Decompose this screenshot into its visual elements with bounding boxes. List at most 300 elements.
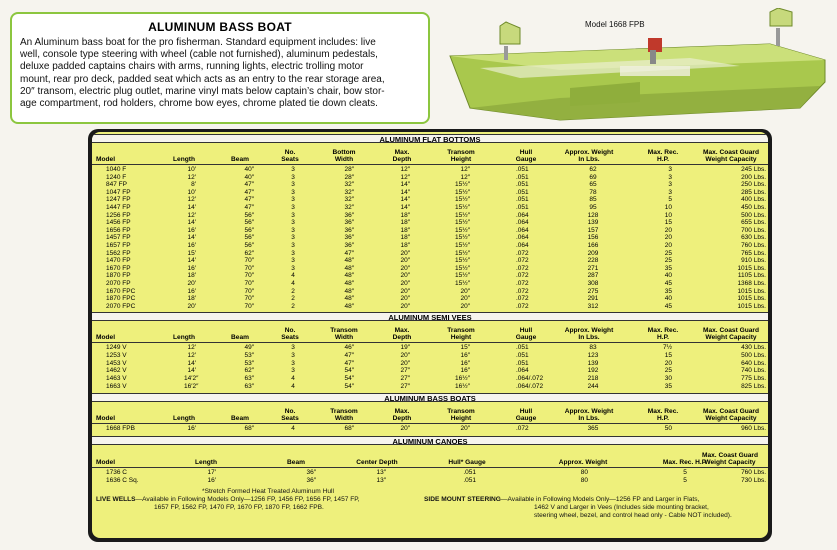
table-cell: 1870 FPC <box>106 295 136 303</box>
table-cell: .064/.072 <box>516 383 544 390</box>
table-cell: 15½″ <box>455 211 470 219</box>
table-cell: 156 <box>587 234 599 242</box>
table-cell: 630 Lbs. <box>741 234 766 242</box>
column-header: Hull Gauge <box>515 149 537 163</box>
table-cell: 20″ <box>400 295 410 303</box>
table-cell: 3 <box>668 181 672 189</box>
table-cell: 16½″ <box>455 375 470 383</box>
table-row <box>92 360 768 368</box>
table-cell: 20 <box>664 226 672 234</box>
table-cell: 20″ <box>400 272 410 280</box>
table-row <box>92 174 768 182</box>
table-cell: 157 <box>587 226 599 234</box>
table-row <box>92 375 768 383</box>
flat-bottoms-title: ALUMINUM FLAT BOTTOMS <box>92 134 768 143</box>
column-header: Model <box>96 334 116 341</box>
table-cell: 15½″ <box>455 226 470 234</box>
specifications-table <box>92 132 768 538</box>
table-row <box>92 280 768 288</box>
column-header: Hull* Gauge <box>448 459 486 466</box>
table-cell: 28″ <box>344 166 354 173</box>
table-cell: 20″ <box>400 280 410 287</box>
table-cell: 1453 V <box>106 359 127 367</box>
column-header: No. Seats <box>281 327 299 341</box>
table-cell: 1015 Lbs. <box>737 302 766 310</box>
table-cell: .051 <box>516 173 529 181</box>
table-row <box>92 469 768 477</box>
table-cell: 250 Lbs. <box>741 181 766 189</box>
table-cell: .072 <box>516 264 529 272</box>
table-cell: 960 Lbs. <box>741 425 766 432</box>
column-header: No. Seats <box>281 149 299 163</box>
table-cell: 54″ <box>344 375 354 383</box>
table-cell: 3 <box>291 188 295 196</box>
table-cell: 128 <box>587 211 599 219</box>
table-cell: 15 <box>664 219 672 227</box>
table-cell: 47″ <box>344 351 354 359</box>
column-header: Approx. Weight In Lbs. <box>564 327 614 341</box>
table-row <box>92 257 768 265</box>
table-cell: 20″ <box>460 287 470 295</box>
column-header: Approx. Weight In Lbs. <box>564 149 614 163</box>
table-cell: 760 Lbs. <box>741 469 766 476</box>
table-cell: 12″ <box>460 173 470 181</box>
table-row <box>92 352 768 360</box>
table-cell: 847 FP <box>106 181 127 189</box>
table-cell: 1253 V <box>106 351 127 359</box>
table-cell: .051 <box>516 204 529 211</box>
table-cell: 15½″ <box>455 257 470 265</box>
table-cell: 15½″ <box>455 219 470 227</box>
table-row <box>92 295 768 303</box>
table-cell: 15½″ <box>455 196 470 204</box>
table-row <box>92 212 768 220</box>
table-cell: .064 <box>516 211 529 219</box>
table-cell: 3 <box>291 344 295 351</box>
table-cell: .064/.072 <box>516 375 544 383</box>
table-cell: 53″ <box>244 351 254 359</box>
table-cell: .051 <box>516 166 529 173</box>
table-cell: 655 Lbs. <box>741 219 766 227</box>
column-header: Transom Height <box>447 149 475 163</box>
table-cell: 83 <box>589 344 597 351</box>
table-cell: 4 <box>291 375 295 383</box>
table-cell: 62″ <box>244 367 254 375</box>
table-cell: 1256 FP <box>106 211 131 219</box>
table-cell: 1462 V <box>106 367 127 375</box>
table-cell: 47″ <box>244 196 254 204</box>
bass-boats-title: ALUMINUM BASS BOATS <box>92 393 768 402</box>
table-cell: 13″ <box>376 469 386 476</box>
boat-caption: Model 1668 FPB <box>585 20 645 29</box>
table-cell: 47″ <box>244 181 254 189</box>
table-cell: 14′ <box>187 367 196 375</box>
column-header: Hull Gauge <box>515 327 537 341</box>
table-cell: 14′ <box>187 204 196 211</box>
table-cell: 5 <box>683 477 687 484</box>
table-cell: 12′ <box>187 344 196 351</box>
table-row <box>92 367 768 375</box>
table-cell: 3 <box>291 211 295 219</box>
table-cell: 20″ <box>460 302 470 310</box>
table-cell: 78 <box>589 188 597 196</box>
table-cell: 16′ <box>187 264 196 272</box>
table-cell: 18′ <box>187 295 196 303</box>
column-header: Approx. Weight In Lbs. <box>564 408 614 422</box>
table-cell: 12′ <box>187 211 196 219</box>
canoes-header <box>92 448 768 468</box>
table-cell: 20′ <box>187 302 196 310</box>
table-cell: 35 <box>664 264 672 272</box>
table-cell: 18″ <box>400 234 410 242</box>
table-cell: 1368 Lbs. <box>737 280 766 287</box>
table-cell: 15½″ <box>455 242 470 249</box>
table-cell: 209 <box>587 249 599 257</box>
column-header: Max. Coast Guard Weight Capacity <box>702 149 760 163</box>
table-row <box>92 166 768 174</box>
table-cell: 20′ <box>187 280 196 287</box>
table-cell: 68″ <box>244 425 254 432</box>
column-header: Beam <box>231 156 249 163</box>
semi-vees-header <box>92 323 768 343</box>
column-header: Length <box>173 415 195 422</box>
table-cell: 285 Lbs. <box>741 188 766 196</box>
table-cell: 3 <box>291 181 295 189</box>
table-cell: 17′ <box>207 469 216 476</box>
table-cell: 15″ <box>460 344 470 351</box>
column-header: Transom Height <box>447 327 475 341</box>
table-cell: 27″ <box>400 383 410 390</box>
column-header: Max. Coast Guard Weight Capacity <box>702 408 760 422</box>
table-cell: 15½″ <box>455 188 470 196</box>
column-header: Hull Gauge <box>515 408 537 422</box>
table-cell: 15½″ <box>455 234 470 242</box>
table-cell: 20″ <box>400 249 410 257</box>
table-cell: 3 <box>291 166 295 173</box>
column-header: Length <box>173 156 195 163</box>
table-cell: .072 <box>516 287 529 295</box>
table-cell: 1656 FP <box>106 226 131 234</box>
table-cell: .051 <box>516 181 529 189</box>
table-cell: 16″ <box>460 359 470 367</box>
table-cell: .064 <box>516 226 529 234</box>
table-cell: 56″ <box>244 242 254 249</box>
table-cell: 1463 V <box>106 375 127 383</box>
live-wells-note <box>96 496 456 512</box>
table-cell: 760 Lbs. <box>741 242 766 249</box>
table-cell: 200 Lbs. <box>741 173 766 181</box>
table-cell: 12″ <box>460 166 470 173</box>
table-cell: 825 Lbs. <box>741 383 766 390</box>
table-cell: 80 <box>580 469 588 476</box>
table-cell: 14′ <box>187 359 196 367</box>
column-header: Bottom Width <box>332 149 356 163</box>
table-cell: 3 <box>291 196 295 204</box>
table-cell: 54″ <box>344 383 354 390</box>
column-header: Max. Coast Guard Weight Capacity <box>702 327 760 341</box>
table-cell: 53″ <box>244 359 254 367</box>
table-row <box>92 265 768 273</box>
side-mount-steering-text: 1462 V and Larger in Vees (Includes side mounting bracket, <box>534 504 709 511</box>
table-cell: 47″ <box>244 188 254 196</box>
table-cell: 36″ <box>344 234 354 242</box>
table-cell: 15½″ <box>455 249 470 257</box>
table-cell: 35 <box>664 383 672 390</box>
table-row <box>92 196 768 204</box>
table-cell: .072 <box>516 257 529 265</box>
table-row <box>92 234 768 242</box>
table-cell: 48″ <box>344 287 354 295</box>
bass-boat-illustration <box>440 8 830 126</box>
table-cell: 1670 FP <box>106 264 131 272</box>
table-cell: 27″ <box>400 375 410 383</box>
header-divider <box>92 423 768 424</box>
table-cell: 1240 F <box>106 173 127 181</box>
table-cell: 45 <box>664 302 672 310</box>
table-cell: 70″ <box>244 302 254 310</box>
table-cell: 2070 FPC <box>106 302 136 310</box>
table-cell: 3 <box>291 249 295 257</box>
table-cell: 20″ <box>400 425 410 432</box>
intro-title: ALUMINUM BASS BOAT <box>148 20 292 34</box>
column-header: Model <box>96 459 116 466</box>
table-cell: 14′ <box>187 257 196 265</box>
table-cell: 3 <box>291 234 295 242</box>
table-cell: 2 <box>291 287 295 295</box>
table-cell: 218 <box>587 375 599 383</box>
table-cell: 166 <box>587 242 599 249</box>
intro-line: 20″ transom, electric plug outlet, marine vinyl mats below captain’s chair, bow stor- <box>20 85 385 97</box>
table-cell: 1247 FP <box>106 196 131 204</box>
side-mount-steering-text: steering wheel, bezel, and control head only - Cable NOT included). <box>534 512 732 519</box>
table-cell: 18″ <box>400 211 410 219</box>
table-cell: .064 <box>516 242 529 249</box>
table-cell: 1249 V <box>106 344 127 351</box>
column-header: Model <box>96 156 116 163</box>
specifications-panel <box>88 129 772 542</box>
table-cell: 910 Lbs. <box>741 257 766 265</box>
table-cell: 69 <box>589 173 597 181</box>
table-cell: 20″ <box>400 264 410 272</box>
table-row <box>92 250 768 258</box>
table-cell: 5 <box>668 196 672 204</box>
table-cell: 765 Lbs. <box>741 249 766 257</box>
table-cell: 14″ <box>400 188 410 196</box>
table-cell: 16′ <box>187 425 196 432</box>
table-cell: 1015 Lbs. <box>737 264 766 272</box>
table-cell: 15′ <box>187 249 196 257</box>
table-cell: 244 <box>587 383 599 390</box>
table-cell: 3 <box>291 359 295 367</box>
table-cell: 14′2″ <box>184 375 199 383</box>
table-cell: 36″ <box>344 226 354 234</box>
table-cell: 700 Lbs. <box>741 226 766 234</box>
table-cell: 15½″ <box>455 181 470 189</box>
column-header: Max. Depth <box>392 149 412 163</box>
canoes-title: ALUMINUM CANOES <box>92 436 768 445</box>
table-cell: 56″ <box>244 211 254 219</box>
table-cell: 3 <box>291 219 295 227</box>
table-cell: .051 <box>516 351 529 359</box>
table-cell: 20″ <box>400 287 410 295</box>
table-cell: 36″ <box>344 219 354 227</box>
table-cell: 62 <box>589 166 597 173</box>
table-cell: 271 <box>587 264 599 272</box>
column-header: Beam <box>231 415 249 422</box>
table-cell: 312 <box>587 302 599 310</box>
table-cell: 14′ <box>187 234 196 242</box>
table-cell: 123 <box>587 351 599 359</box>
hull-footnote: *Stretch Formed Heat Treated Aluminum Hull <box>202 488 334 495</box>
table-cell: 62″ <box>244 249 254 257</box>
table-cell: 70″ <box>244 295 254 303</box>
table-cell: 49″ <box>244 344 254 351</box>
table-cell: 48″ <box>344 272 354 280</box>
table-cell: 1047 FP <box>106 188 131 196</box>
table-cell: 3 <box>668 166 672 173</box>
table-cell: 450 Lbs. <box>741 204 766 211</box>
column-header: Approx. Weight <box>558 459 608 466</box>
table-cell: 775 Lbs. <box>741 375 766 383</box>
table-cell: 15½″ <box>455 204 470 211</box>
table-cell: 10′ <box>187 166 196 173</box>
table-cell: 500 Lbs. <box>741 211 766 219</box>
table-row <box>92 477 768 485</box>
table-cell: 16′ <box>187 287 196 295</box>
table-cell: 32″ <box>344 188 354 196</box>
table-cell: 1670 FPC <box>106 287 136 295</box>
table-cell: 19″ <box>400 344 410 351</box>
table-cell: 48″ <box>344 264 354 272</box>
table-row <box>92 227 768 235</box>
table-cell: 20 <box>664 359 672 367</box>
table-cell: 63″ <box>244 383 254 390</box>
table-cell: 8′ <box>191 181 196 189</box>
table-cell: 48″ <box>344 302 354 310</box>
table-cell: 228 <box>587 257 599 265</box>
column-header: Max. Depth <box>392 327 412 341</box>
table-cell: .051 <box>516 344 529 351</box>
table-cell: 139 <box>587 359 599 367</box>
table-cell: 18″ <box>400 226 410 234</box>
table-cell: .051 <box>516 196 529 204</box>
table-cell: 56″ <box>244 234 254 242</box>
column-header: Beam <box>287 459 305 466</box>
table-cell: 48″ <box>344 280 354 287</box>
table-cell: 40 <box>664 272 672 280</box>
column-header: Transom Width <box>330 327 358 341</box>
table-cell: 70″ <box>244 257 254 265</box>
table-cell: 25 <box>664 367 672 375</box>
table-cell: 13″ <box>376 477 386 484</box>
table-cell: 16′ <box>207 477 216 484</box>
table-cell: 20 <box>664 242 672 249</box>
table-row <box>92 242 768 250</box>
table-cell: 139 <box>587 219 599 227</box>
table-cell: .072 <box>516 295 529 303</box>
table-cell: 740 Lbs. <box>741 367 766 375</box>
table-row <box>92 204 768 212</box>
table-cell: 25 <box>664 249 672 257</box>
flat-bottoms-header <box>92 145 768 165</box>
table-cell: 36″ <box>344 211 354 219</box>
table-cell: 20″ <box>400 257 410 265</box>
table-cell: 40″ <box>244 173 254 181</box>
column-header: Length <box>195 459 217 466</box>
column-header: Transom Width <box>330 408 358 422</box>
table-cell: 54″ <box>344 367 354 375</box>
table-cell: .072 <box>516 302 529 310</box>
header-divider <box>92 467 768 468</box>
table-cell: 15½″ <box>455 264 470 272</box>
table-cell: .064 <box>516 367 529 375</box>
table-cell: .072 <box>516 280 529 287</box>
table-cell: 28″ <box>344 173 354 181</box>
column-header: Max. Rec. H.P. <box>662 459 708 466</box>
table-cell: 1040 F <box>106 166 127 173</box>
table-row <box>92 181 768 189</box>
table-cell: 1562 FP <box>106 249 131 257</box>
table-cell: 20 <box>664 234 672 242</box>
table-cell: 500 Lbs. <box>741 351 766 359</box>
table-cell: 275 <box>587 287 599 295</box>
table-cell: 2 <box>291 295 295 303</box>
table-cell: 27″ <box>400 367 410 375</box>
table-cell: .051 <box>463 469 476 476</box>
column-header: No. Seats <box>281 408 299 422</box>
table-row <box>92 189 768 197</box>
table-cell: 18″ <box>400 219 410 227</box>
table-cell: 15½″ <box>455 280 470 287</box>
table-cell: 68″ <box>344 425 354 432</box>
table-cell: 70″ <box>244 280 254 287</box>
table-cell: .072 <box>516 249 529 257</box>
table-cell: 45 <box>664 280 672 287</box>
table-cell: 1457 FP <box>106 234 131 242</box>
table-cell: 36″ <box>344 242 354 249</box>
table-cell: 48″ <box>344 295 354 303</box>
table-cell: 46″ <box>344 344 354 351</box>
intro-line: deluxe padded captains chairs with arms, running lights, electric trolling motor <box>20 61 364 73</box>
table-cell: 1668 FPB <box>106 425 135 432</box>
header-divider <box>92 164 768 165</box>
intro-description <box>20 37 420 110</box>
table-cell: 291 <box>587 295 599 303</box>
table-cell: 65 <box>589 181 597 189</box>
table-row <box>92 288 768 296</box>
table-row <box>92 219 768 227</box>
table-cell: 3 <box>291 173 295 181</box>
table-cell: 16½″ <box>455 383 470 390</box>
table-cell: 14′ <box>187 219 196 227</box>
table-cell: 3 <box>291 257 295 265</box>
table-cell: 308 <box>587 280 599 287</box>
live-wells-label: LIVE WELLS <box>96 496 136 503</box>
table-cell: 3 <box>291 242 295 249</box>
table-cell: 192 <box>587 367 599 375</box>
table-cell: .051 <box>463 477 476 484</box>
table-cell: 365 <box>587 425 599 432</box>
column-header: Max. Depth <box>392 408 412 422</box>
table-cell: 56″ <box>244 226 254 234</box>
table-cell: 3 <box>291 351 295 359</box>
table-cell: 30 <box>664 375 672 383</box>
table-cell: 730 Lbs. <box>741 477 766 484</box>
table-row <box>92 303 768 311</box>
table-cell: .064 <box>516 234 529 242</box>
table-cell: 25 <box>664 257 672 265</box>
table-cell: 5 <box>683 469 687 476</box>
